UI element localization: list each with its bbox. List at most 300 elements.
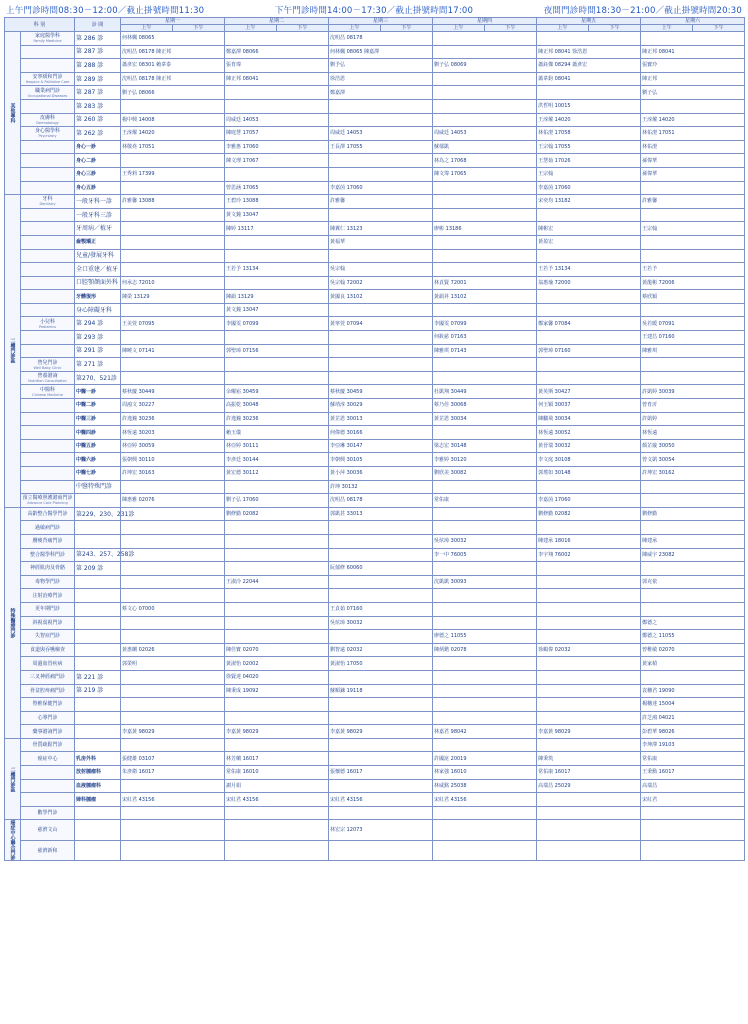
doctor-cell[interactable]: 許雅馨 xyxy=(329,195,433,209)
doctor-cell[interactable]: 陳庭慧 17057 xyxy=(225,127,329,141)
doctor-cell[interactable]: 杜凱翔 30449 xyxy=(433,385,537,399)
doctor-cell[interactable]: 林宏宗 12073 xyxy=(329,820,433,841)
doctor-cell[interactable]: 陳正邦 08041 徐浩恩 xyxy=(537,45,641,59)
doctor-cell[interactable] xyxy=(433,507,537,521)
doctor-cell[interactable]: 王長澤 17055 xyxy=(329,140,433,154)
doctor-cell[interactable] xyxy=(641,235,745,249)
doctor-cell[interactable] xyxy=(329,711,433,725)
doctor-cell[interactable] xyxy=(537,806,641,820)
doctor-cell[interactable]: 洪哲明 10015 xyxy=(537,99,641,113)
doctor-cell[interactable]: 李嘉茵 17060 xyxy=(329,181,433,195)
doctor-cell[interactable]: 梁志宏 30148 xyxy=(433,439,537,453)
doctor-cell[interactable] xyxy=(121,222,225,236)
doctor-cell[interactable]: 劉修勤 02082 xyxy=(537,507,641,521)
doctor-cell[interactable]: 何林楓 08065 陳嘉澤 xyxy=(329,45,433,59)
doctor-cell[interactable]: 宋奕均 13182 xyxy=(537,195,641,209)
doctor-cell[interactable] xyxy=(433,657,537,671)
doctor-cell[interactable] xyxy=(329,670,433,684)
doctor-cell[interactable]: 黃文鐘 13047 xyxy=(225,208,329,222)
doctor-cell[interactable]: 高振乾 30048 xyxy=(225,399,329,413)
doctor-cell[interactable]: 王宗翰 17055 xyxy=(537,140,641,154)
doctor-cell[interactable]: 沈明昌 08178 xyxy=(329,494,433,508)
doctor-cell[interactable]: 王淳燿 14020 xyxy=(121,127,225,141)
doctor-cell[interactable]: 蘇郁凱 xyxy=(433,140,537,154)
doctor-cell[interactable] xyxy=(121,589,225,603)
doctor-cell[interactable] xyxy=(641,249,745,263)
doctor-cell[interactable] xyxy=(537,589,641,603)
doctor-cell[interactable]: 陳文瑋 17065 xyxy=(433,167,537,181)
doctor-cell[interactable] xyxy=(641,181,745,195)
doctor-cell[interactable]: 張懷德 16017 xyxy=(329,766,433,780)
doctor-cell[interactable] xyxy=(537,290,641,304)
doctor-cell[interactable] xyxy=(537,684,641,698)
doctor-cell[interactable] xyxy=(225,32,329,46)
doctor-cell[interactable]: 陳雅琪 xyxy=(641,344,745,358)
doctor-cell[interactable]: 黃晉瑞 30032 xyxy=(537,439,641,453)
doctor-cell[interactable] xyxy=(433,670,537,684)
doctor-cell[interactable]: 許坤宏 30163 xyxy=(121,467,225,481)
doctor-cell[interactable]: 林恆遠 30203 xyxy=(121,426,225,440)
doctor-cell[interactable] xyxy=(641,562,745,576)
doctor-cell[interactable] xyxy=(537,331,641,345)
doctor-cell[interactable] xyxy=(537,521,641,535)
doctor-cell[interactable] xyxy=(433,86,537,100)
doctor-cell[interactable]: 鄭家馨 07084 xyxy=(537,317,641,331)
doctor-cell[interactable] xyxy=(121,562,225,576)
doctor-cell[interactable]: 曾育沂 xyxy=(641,399,745,413)
doctor-cell[interactable]: 李彥廷 30144 xyxy=(225,453,329,467)
doctor-cell[interactable]: 周威廷 14053 xyxy=(329,127,433,141)
doctor-cell[interactable] xyxy=(121,670,225,684)
doctor-cell[interactable]: 周威廷 14053 xyxy=(225,113,329,127)
doctor-cell[interactable] xyxy=(641,602,745,616)
doctor-cell[interactable]: 李國雯 07099 xyxy=(433,317,537,331)
doctor-cell[interactable] xyxy=(641,820,745,841)
doctor-cell[interactable]: 許國崑 20019 xyxy=(433,752,537,766)
doctor-cell[interactable]: 劉子弘 17060 xyxy=(225,494,329,508)
doctor-cell[interactable]: 王碧玲 13088 xyxy=(225,195,329,209)
doctor-cell[interactable] xyxy=(121,303,225,317)
doctor-cell[interactable]: 朱彥衛 16017 xyxy=(121,766,225,780)
doctor-cell[interactable] xyxy=(329,806,433,820)
doctor-cell[interactable]: 林敬堯 17051 xyxy=(121,140,225,154)
doctor-cell[interactable] xyxy=(225,534,329,548)
doctor-cell[interactable]: 王貞茹 07160 xyxy=(329,602,433,616)
doctor-cell[interactable] xyxy=(225,698,329,712)
doctor-cell[interactable]: 張寶玲 xyxy=(641,59,745,73)
doctor-cell[interactable] xyxy=(121,711,225,725)
doctor-cell[interactable]: 黃芷恩 30013 xyxy=(329,412,433,426)
doctor-cell[interactable]: 劉欣美 30082 xyxy=(433,467,537,481)
doctor-cell[interactable] xyxy=(121,738,225,752)
doctor-cell[interactable]: 陳正邦 08041 xyxy=(641,45,745,59)
doctor-cell[interactable]: 王若予 13134 xyxy=(225,263,329,277)
doctor-cell[interactable] xyxy=(537,616,641,630)
doctor-cell[interactable]: 徐賢達 04020 xyxy=(225,670,329,684)
doctor-cell[interactable]: 陳韻 13129 xyxy=(225,290,329,304)
doctor-cell[interactable] xyxy=(329,575,433,589)
doctor-cell[interactable] xyxy=(641,670,745,684)
doctor-cell[interactable] xyxy=(641,99,745,113)
doctor-cell[interactable] xyxy=(121,358,225,372)
doctor-cell[interactable] xyxy=(433,602,537,616)
doctor-cell[interactable] xyxy=(433,32,537,46)
doctor-cell[interactable] xyxy=(225,480,329,494)
doctor-cell[interactable]: 陳炳鍇 02078 xyxy=(433,643,537,657)
doctor-cell[interactable]: 郭凱甚 33013 xyxy=(329,507,433,521)
doctor-cell[interactable]: 林貞賢 72001 xyxy=(433,276,537,290)
doctor-cell[interactable]: 常佑康 xyxy=(641,752,745,766)
doctor-cell[interactable] xyxy=(433,72,537,86)
doctor-cell[interactable]: 吳宗翰 72002 xyxy=(329,276,433,290)
doctor-cell[interactable]: 李雅惠 17060 xyxy=(225,140,329,154)
doctor-cell[interactable]: 張育瑋 xyxy=(225,59,329,73)
doctor-cell[interactable]: 吳若暖 07091 xyxy=(641,317,745,331)
doctor-cell[interactable]: 陳建承 18016 xyxy=(537,534,641,548)
doctor-cell[interactable]: 謝月娟 xyxy=(225,779,329,793)
doctor-cell[interactable] xyxy=(225,276,329,290)
doctor-cell[interactable]: 沈明昌 08178 xyxy=(329,32,433,46)
doctor-cell[interactable] xyxy=(433,562,537,576)
doctor-cell[interactable]: 李嘉茵 17060 xyxy=(537,494,641,508)
doctor-cell[interactable] xyxy=(433,820,537,841)
doctor-cell[interactable] xyxy=(433,521,537,535)
doctor-cell[interactable]: 黃龍彬 72006 xyxy=(641,276,745,290)
doctor-cell[interactable] xyxy=(537,303,641,317)
doctor-cell[interactable]: 蕭彥宏 08301 賴韋泰 xyxy=(121,59,225,73)
doctor-cell[interactable] xyxy=(433,195,537,209)
doctor-cell[interactable]: 何筱慈 07163 xyxy=(433,331,537,345)
doctor-cell[interactable]: 宋紅君 43156 xyxy=(225,793,329,807)
doctor-cell[interactable]: 顏芷璇 30050 xyxy=(641,439,745,453)
doctor-cell[interactable] xyxy=(433,806,537,820)
doctor-cell[interactable] xyxy=(433,249,537,263)
doctor-cell[interactable] xyxy=(329,371,433,385)
doctor-cell[interactable] xyxy=(329,167,433,181)
doctor-cell[interactable]: 曾思涵 17065 xyxy=(225,181,329,195)
doctor-cell[interactable]: 高瑞昌 xyxy=(641,779,745,793)
doctor-cell[interactable]: 吳炫璋 30032 xyxy=(329,616,433,630)
doctor-cell[interactable] xyxy=(537,249,641,263)
doctor-cell[interactable]: 劉修勤 xyxy=(641,507,745,521)
doctor-cell[interactable] xyxy=(537,820,641,841)
doctor-cell[interactable]: 賴玉儀 xyxy=(225,426,329,440)
doctor-cell[interactable] xyxy=(121,820,225,841)
doctor-cell[interactable] xyxy=(329,779,433,793)
doctor-cell[interactable] xyxy=(121,521,225,535)
doctor-cell[interactable]: 王建昌 07160 xyxy=(641,331,745,345)
doctor-cell[interactable]: 許凱婷 xyxy=(641,412,745,426)
doctor-cell[interactable] xyxy=(537,32,641,46)
doctor-cell[interactable]: 李嘉黃 98029 xyxy=(537,725,641,739)
doctor-cell[interactable] xyxy=(433,480,537,494)
doctor-cell[interactable]: 郭聖璋 07160 xyxy=(537,344,641,358)
doctor-cell[interactable]: 王慧茹 17026 xyxy=(537,154,641,168)
doctor-cell[interactable] xyxy=(641,371,745,385)
doctor-cell[interactable] xyxy=(225,840,329,861)
doctor-cell[interactable] xyxy=(433,45,537,59)
doctor-cell[interactable] xyxy=(121,208,225,222)
doctor-cell[interactable]: 許雅馨 13088 xyxy=(121,195,225,209)
doctor-cell[interactable] xyxy=(537,358,641,372)
doctor-cell[interactable]: 黃文鐘 13047 xyxy=(225,303,329,317)
doctor-cell[interactable] xyxy=(641,303,745,317)
doctor-cell[interactable]: 林佑澄 17051 xyxy=(641,127,745,141)
doctor-cell[interactable]: 黃福華 xyxy=(329,235,433,249)
doctor-cell[interactable]: 宋紅君 43156 xyxy=(329,793,433,807)
doctor-cell[interactable] xyxy=(433,616,537,630)
doctor-cell[interactable]: 曾文凱 30054 xyxy=(641,453,745,467)
doctor-cell[interactable]: 王若予 13134 xyxy=(537,263,641,277)
doctor-cell[interactable] xyxy=(121,480,225,494)
doctor-cell[interactable] xyxy=(433,235,537,249)
doctor-cell[interactable] xyxy=(537,657,641,671)
doctor-cell[interactable] xyxy=(641,589,745,603)
doctor-cell[interactable] xyxy=(537,711,641,725)
doctor-cell[interactable]: 陳翼仁 13123 xyxy=(329,222,433,236)
doctor-cell[interactable]: 王美萱 07095 xyxy=(121,317,225,331)
doctor-cell[interactable]: 高瑞昌 25029 xyxy=(537,779,641,793)
doctor-cell[interactable]: 黃國良 13102 xyxy=(329,290,433,304)
doctor-cell[interactable]: 劉子弘 08066 xyxy=(121,86,225,100)
doctor-cell[interactable] xyxy=(433,698,537,712)
doctor-cell[interactable]: 李嘉茵 17060 xyxy=(537,181,641,195)
doctor-cell[interactable]: 楊穗達 15004 xyxy=(641,698,745,712)
doctor-cell[interactable]: 周威廷 14053 xyxy=(433,127,537,141)
doctor-cell[interactable]: 陳曉文 07141 xyxy=(121,344,225,358)
doctor-cell[interactable]: 沈明昌 08178 陳正邦 xyxy=(121,72,225,86)
doctor-cell[interactable]: 陳文理 17067 xyxy=(225,154,329,168)
doctor-cell[interactable]: 黃家楨 xyxy=(641,657,745,671)
doctor-cell[interactable] xyxy=(537,630,641,644)
doctor-cell[interactable] xyxy=(641,480,745,494)
doctor-cell[interactable] xyxy=(433,840,537,861)
doctor-cell[interactable]: 廖德之 11055 xyxy=(433,630,537,644)
doctor-cell[interactable]: 阮郁修 60060 xyxy=(329,562,433,576)
doctor-cell[interactable] xyxy=(329,589,433,603)
doctor-cell[interactable] xyxy=(121,331,225,345)
doctor-cell[interactable] xyxy=(329,99,433,113)
doctor-cell[interactable]: 許芝鴻 04021 xyxy=(641,711,745,725)
doctor-cell[interactable]: 郭克依 xyxy=(641,575,745,589)
doctor-cell[interactable]: 沈明昌 08178 陳正邦 xyxy=(121,45,225,59)
doctor-cell[interactable] xyxy=(537,480,641,494)
doctor-cell[interactable] xyxy=(433,208,537,222)
doctor-cell[interactable]: 劉子弘 08069 xyxy=(433,59,537,73)
doctor-cell[interactable] xyxy=(537,562,641,576)
doctor-cell[interactable]: 林佑澄 xyxy=(641,140,745,154)
doctor-cell[interactable]: 王淳燿 14020 xyxy=(537,113,641,127)
doctor-cell[interactable] xyxy=(537,602,641,616)
doctor-cell[interactable]: 李朝興 30105 xyxy=(329,453,433,467)
doctor-cell[interactable] xyxy=(121,806,225,820)
doctor-cell[interactable] xyxy=(225,521,329,535)
doctor-cell[interactable] xyxy=(329,738,433,752)
doctor-cell[interactable]: 陳秉筑 xyxy=(537,752,641,766)
doctor-cell[interactable]: 蔡秋慶 30459 xyxy=(329,385,433,399)
doctor-cell[interactable] xyxy=(121,630,225,644)
doctor-cell[interactable]: 張朝興 30110 xyxy=(121,453,225,467)
doctor-cell[interactable]: 吳宗翰 xyxy=(329,263,433,277)
doctor-cell[interactable] xyxy=(537,840,641,861)
doctor-cell[interactable] xyxy=(433,113,537,127)
doctor-cell[interactable]: 鄭德之 11055 xyxy=(641,630,745,644)
doctor-cell[interactable]: 林亞婷 30111 xyxy=(225,439,329,453)
doctor-cell[interactable]: 鄭嘉澤 xyxy=(329,86,433,100)
doctor-cell[interactable]: 曾稚敏 02070 xyxy=(641,643,745,657)
doctor-cell[interactable] xyxy=(225,331,329,345)
doctor-cell[interactable]: 蔡乃佳 30068 xyxy=(433,399,537,413)
doctor-cell[interactable]: 陳鵬飛 30034 xyxy=(537,412,641,426)
doctor-cell[interactable] xyxy=(433,371,537,385)
doctor-cell[interactable] xyxy=(329,840,433,861)
doctor-cell[interactable]: 許逸鐘 30236 xyxy=(225,412,329,426)
doctor-cell[interactable] xyxy=(121,779,225,793)
doctor-cell[interactable] xyxy=(641,521,745,535)
doctor-cell[interactable] xyxy=(329,752,433,766)
doctor-cell[interactable]: 楊中興 14008 xyxy=(121,113,225,127)
doctor-cell[interactable]: 林芳蘭 16017 xyxy=(225,752,329,766)
doctor-cell[interactable] xyxy=(225,99,329,113)
doctor-cell[interactable]: 陳正邦 08041 xyxy=(225,72,329,86)
doctor-cell[interactable]: 黃惠蘭 02026 xyxy=(121,643,225,657)
doctor-cell[interactable]: 劉修勤 02082 xyxy=(225,507,329,521)
doctor-cell[interactable]: 蔡欣穎 xyxy=(641,290,745,304)
doctor-cell[interactable]: 何林楓 08065 xyxy=(121,32,225,46)
doctor-cell[interactable]: 林家強 16010 xyxy=(433,766,537,780)
doctor-cell[interactable] xyxy=(537,86,641,100)
doctor-cell[interactable]: 許坤宏 30162 xyxy=(641,467,745,481)
doctor-cell[interactable]: 鄭嘉澤 08066 xyxy=(225,45,329,59)
doctor-cell[interactable]: 何玉穎 30037 xyxy=(537,399,641,413)
doctor-cell[interactable]: 郭榮明 xyxy=(121,657,225,671)
doctor-cell[interactable]: 王若予 xyxy=(641,263,745,277)
doctor-cell[interactable]: 周鴻文 30227 xyxy=(121,399,225,413)
doctor-cell[interactable] xyxy=(121,371,225,385)
doctor-cell[interactable]: 常佑康 16017 xyxy=(537,766,641,780)
doctor-cell[interactable] xyxy=(329,630,433,644)
doctor-cell[interactable]: 何偉德 30166 xyxy=(329,426,433,440)
doctor-cell[interactable]: 黃淑怡 02002 xyxy=(225,657,329,671)
doctor-cell[interactable] xyxy=(225,589,329,603)
doctor-cell[interactable]: 李雅婷 30120 xyxy=(433,453,537,467)
doctor-cell[interactable]: 鄭德之 xyxy=(641,616,745,630)
doctor-cell[interactable]: 郭聖璋 07156 xyxy=(225,344,329,358)
doctor-cell[interactable]: 劉智遠 02032 xyxy=(329,643,433,657)
doctor-cell[interactable]: 沈凱凱 30093 xyxy=(433,575,537,589)
doctor-cell[interactable]: 常佑康 16010 xyxy=(225,766,329,780)
doctor-cell[interactable]: 袁穗君 19090 xyxy=(641,684,745,698)
doctor-cell[interactable]: 許逸鐘 30236 xyxy=(121,412,225,426)
doctor-cell[interactable]: 李嘉黃 98029 xyxy=(329,725,433,739)
doctor-cell[interactable] xyxy=(329,534,433,548)
doctor-cell[interactable]: 郭瑤如 30148 xyxy=(537,467,641,481)
doctor-cell[interactable] xyxy=(225,806,329,820)
doctor-cell[interactable]: 廖彬 13186 xyxy=(433,222,537,236)
doctor-cell[interactable] xyxy=(225,167,329,181)
doctor-cell[interactable] xyxy=(329,344,433,358)
doctor-cell[interactable] xyxy=(121,684,225,698)
doctor-cell[interactable]: 徐浩恩 xyxy=(329,72,433,86)
doctor-cell[interactable]: 孫偉華 xyxy=(641,167,745,181)
doctor-cell[interactable] xyxy=(329,249,433,263)
doctor-cell[interactable]: 林威銘 25038 xyxy=(433,779,537,793)
doctor-cell[interactable]: 許坤 30132 xyxy=(329,480,433,494)
doctor-cell[interactable] xyxy=(537,208,641,222)
doctor-cell[interactable] xyxy=(537,793,641,807)
doctor-cell[interactable]: 李宇翔 76002 xyxy=(537,548,641,562)
doctor-cell[interactable]: 吳炫璋 30032 xyxy=(433,534,537,548)
doctor-cell[interactable] xyxy=(225,630,329,644)
doctor-cell[interactable]: 許凱婷 30039 xyxy=(641,385,745,399)
doctor-cell[interactable] xyxy=(537,670,641,684)
doctor-cell[interactable] xyxy=(641,208,745,222)
doctor-cell[interactable] xyxy=(433,181,537,195)
doctor-cell[interactable]: 王秀莉 17399 xyxy=(121,167,225,181)
doctor-cell[interactable] xyxy=(329,113,433,127)
doctor-cell[interactable] xyxy=(641,840,745,861)
doctor-cell[interactable] xyxy=(225,371,329,385)
doctor-cell[interactable] xyxy=(121,698,225,712)
doctor-cell[interactable]: 宋紅君 43156 xyxy=(433,793,537,807)
doctor-cell[interactable] xyxy=(537,371,641,385)
doctor-cell[interactable]: 陳威宇 23082 xyxy=(641,548,745,562)
doctor-cell[interactable] xyxy=(121,840,225,861)
doctor-cell[interactable]: 宋紅君 xyxy=(641,793,745,807)
doctor-cell[interactable]: 黃盈宏 xyxy=(537,235,641,249)
doctor-cell[interactable] xyxy=(121,507,225,521)
doctor-cell[interactable]: 張健雄 03107 xyxy=(121,752,225,766)
doctor-cell[interactable] xyxy=(121,235,225,249)
doctor-cell[interactable]: 李亞琳 30147 xyxy=(329,439,433,453)
doctor-cell[interactable]: 王淳燿 14020 xyxy=(641,113,745,127)
doctor-cell[interactable]: 李一中 76005 xyxy=(433,548,537,562)
doctor-cell[interactable]: 陳彬宏 xyxy=(537,222,641,236)
doctor-cell[interactable]: 林嘉君 98042 xyxy=(433,725,537,739)
doctor-cell[interactable]: 林恆遠 30052 xyxy=(537,426,641,440)
doctor-cell[interactable] xyxy=(225,602,329,616)
doctor-cell[interactable]: 陳秉成 19092 xyxy=(225,684,329,698)
doctor-cell[interactable] xyxy=(329,698,433,712)
doctor-cell[interactable] xyxy=(433,99,537,113)
doctor-cell[interactable] xyxy=(329,154,433,168)
doctor-cell[interactable] xyxy=(329,358,433,372)
doctor-cell[interactable] xyxy=(329,331,433,345)
doctor-cell[interactable]: 黃芷恩 30034 xyxy=(433,412,537,426)
doctor-cell[interactable] xyxy=(329,208,433,222)
doctor-cell[interactable]: 孫偉華 xyxy=(641,154,745,168)
doctor-cell[interactable] xyxy=(537,698,641,712)
doctor-cell[interactable]: 林為之 17068 xyxy=(433,154,537,168)
doctor-cell[interactable]: 林亞婷 30059 xyxy=(121,439,225,453)
doctor-cell[interactable] xyxy=(433,589,537,603)
doctor-cell[interactable] xyxy=(433,303,537,317)
doctor-cell[interactable] xyxy=(329,303,433,317)
doctor-cell[interactable]: 劉予弘 xyxy=(329,59,433,73)
doctor-cell[interactable]: 陳雅琪 07143 xyxy=(433,344,537,358)
doctor-cell[interactable]: 李國雯 07099 xyxy=(225,317,329,331)
doctor-cell[interactable] xyxy=(225,616,329,630)
doctor-cell[interactable]: 王宗翰 xyxy=(641,222,745,236)
doctor-cell[interactable] xyxy=(225,249,329,263)
doctor-cell[interactable] xyxy=(433,738,537,752)
doctor-cell[interactable] xyxy=(641,806,745,820)
doctor-cell[interactable] xyxy=(329,521,433,535)
doctor-cell[interactable] xyxy=(433,684,537,698)
doctor-cell[interactable]: 黃小萍 30036 xyxy=(329,467,433,481)
doctor-cell[interactable] xyxy=(225,86,329,100)
doctor-cell[interactable] xyxy=(121,181,225,195)
